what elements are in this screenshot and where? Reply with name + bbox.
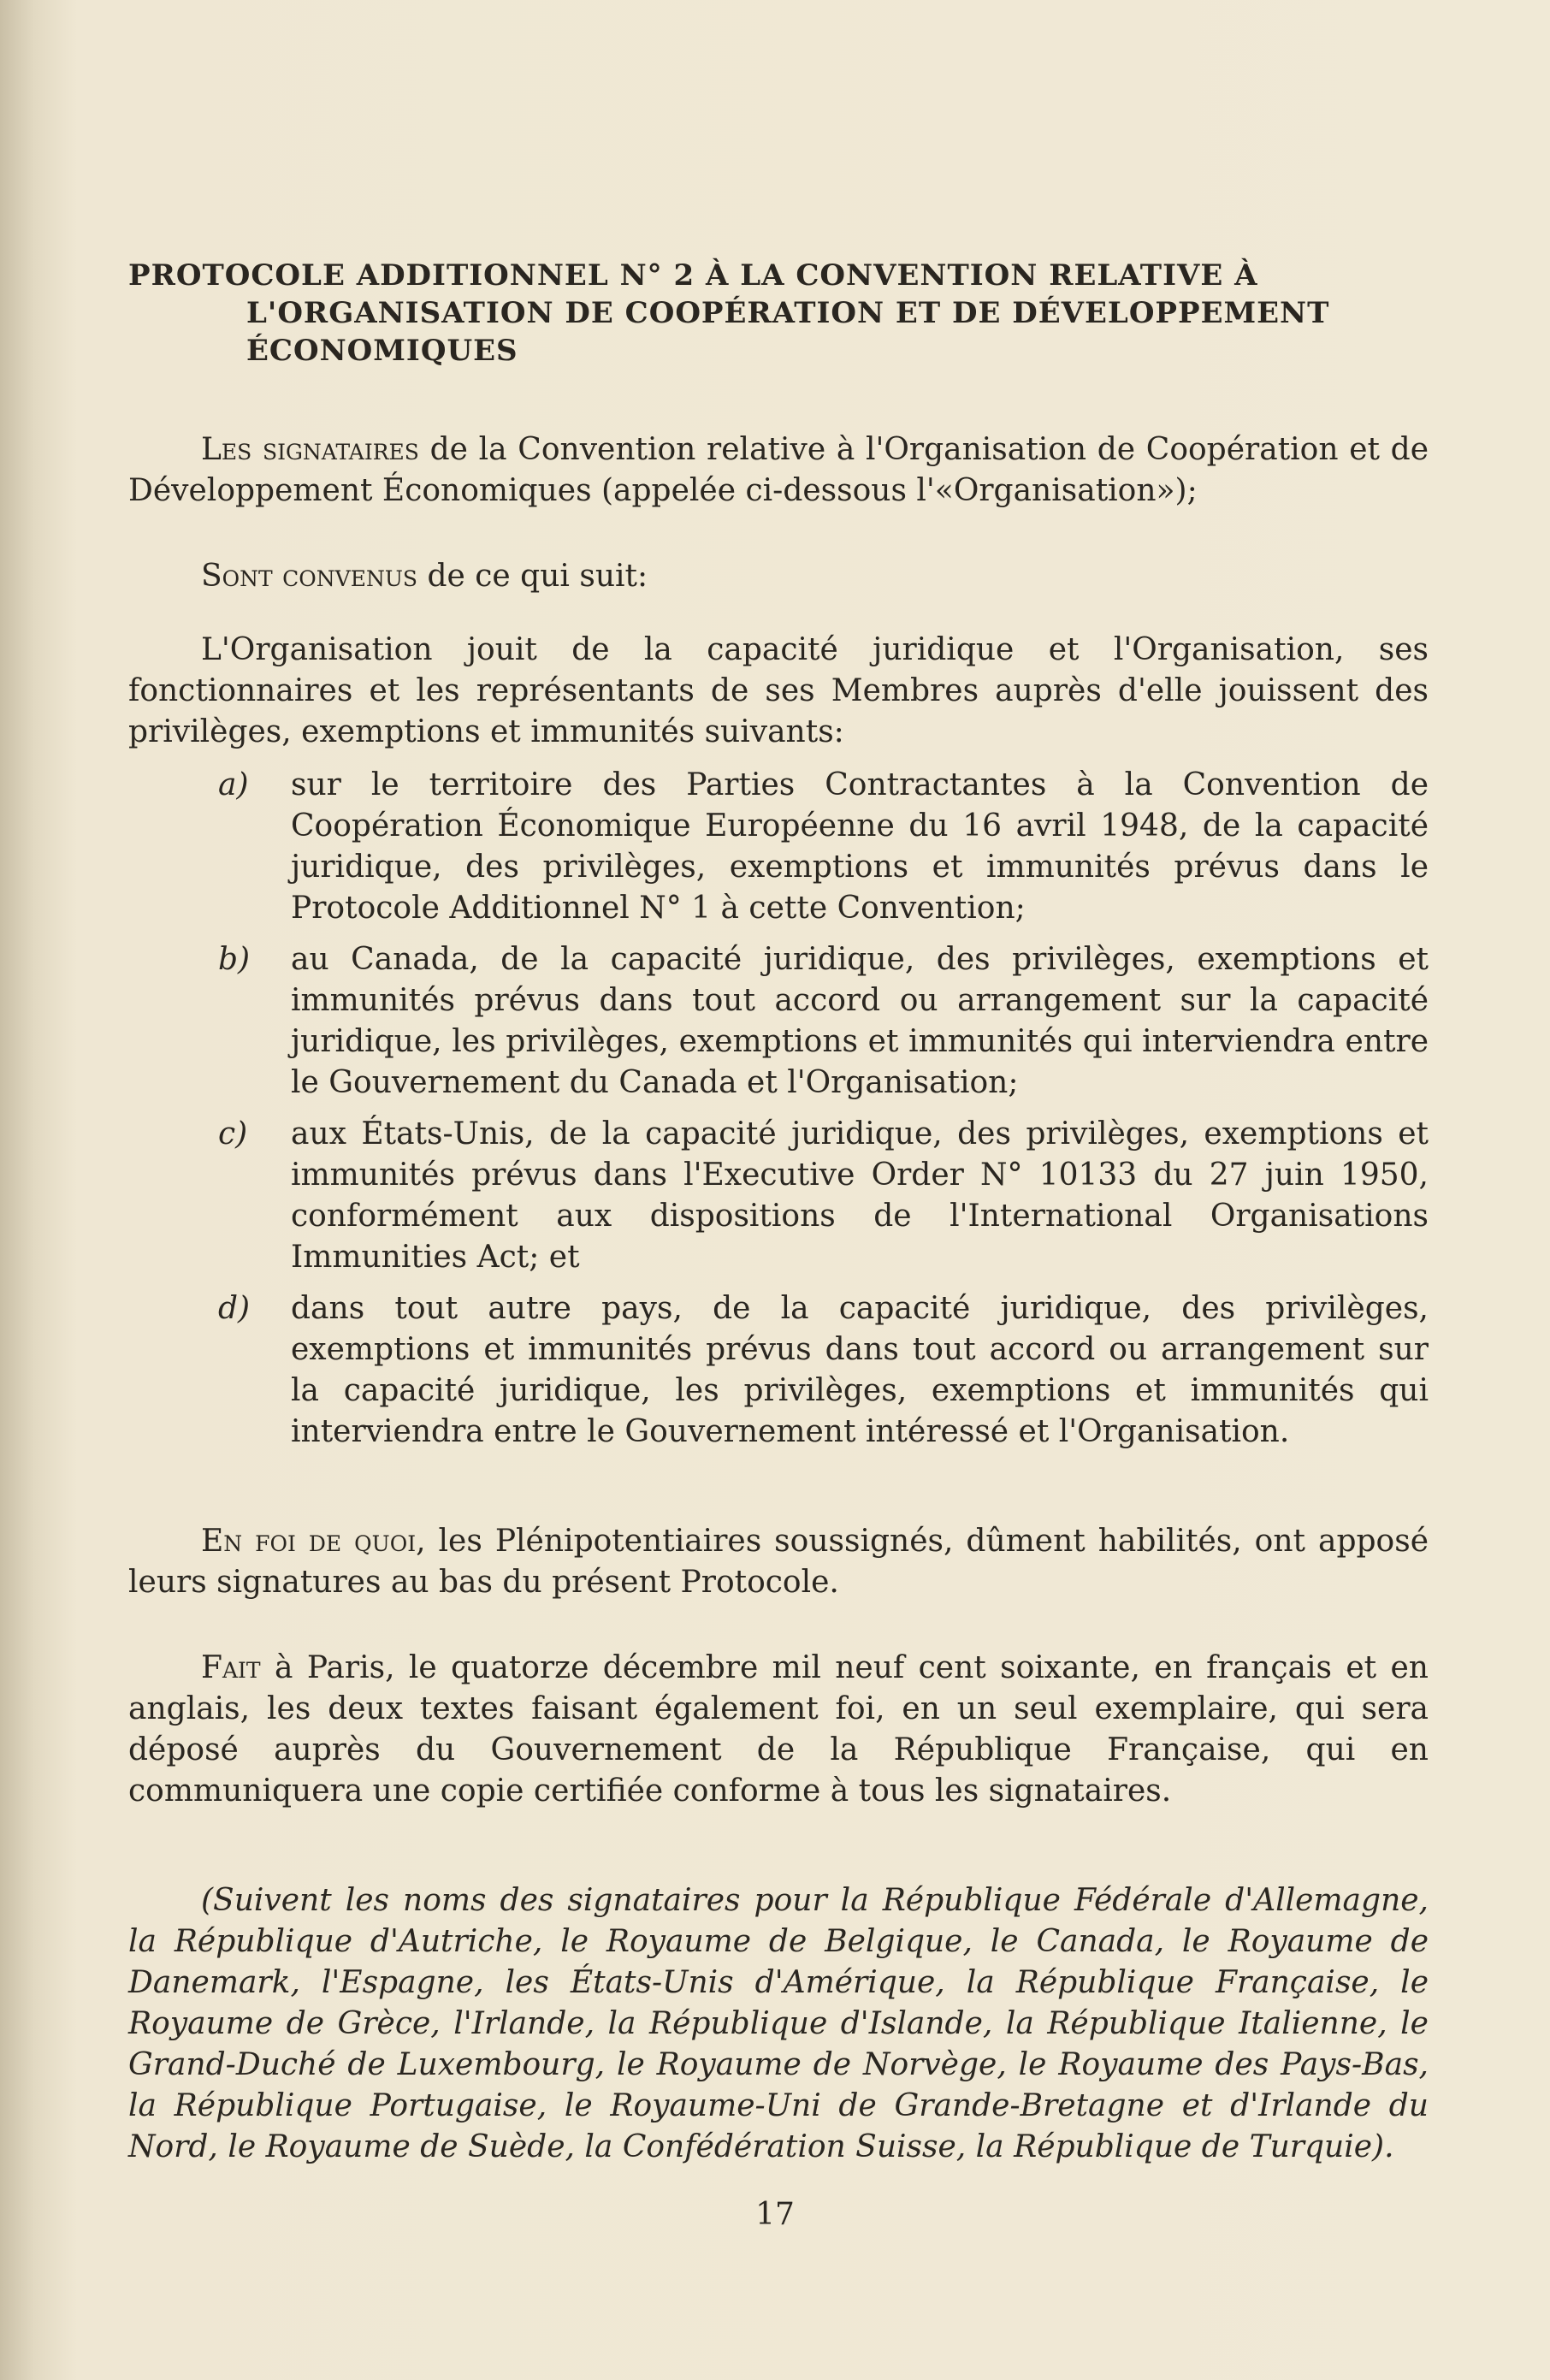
- item-label: d): [218, 1291, 251, 1326]
- protocol-title: PROTOCOLE ADDITIONNEL N° 2 À LA CONVENTION RELATIVE À L'ORGANISATION DE COOPÉRATION ET DE DÉVELOPPEMENT ÉCONOMIQUES: [128, 258, 1330, 368]
- paragraph-signataires: [128, 429, 1429, 512]
- page-number: 17: [755, 2197, 795, 2232]
- item-text: aux États-Unis, de la capacité juridique, des privilèges, exemptions et immunités prévus dans l'Executive Order N° 10133 du 27 juin 1950, conformément aux dispositions de l'International Organisations Immunities Act; et: [291, 1116, 1429, 1275]
- document-body: [128, 257, 1429, 2168]
- list-item: [128, 765, 1429, 929]
- text-convenus: de ce qui suit:: [417, 559, 648, 594]
- item-text: au Canada, de la capacité juridique, des privilèges, exemptions et immunités prévus dans tout accord ou arrangement sur la capacité juridique, les privilèges, exemptions et immunités qui interviendra entre le Gouvernement du Canada et l'Organisation;: [291, 942, 1429, 1100]
- paragraph-en-foi: [128, 1521, 1429, 1603]
- lead-fait: Fait: [201, 1650, 261, 1685]
- item-label: b): [218, 942, 251, 977]
- paragraph-organisation: L'Organisation jouit de la capacité juridique et l'Organisation, ses fonctionnaires et les représentants de ses Membres auprès d'elle jouissent des privilèges, exemptions et immunités suivants:: [128, 632, 1429, 749]
- lead-signataires: Les signataires: [201, 432, 419, 467]
- lead-convenus: Sont convenus: [201, 559, 418, 594]
- text-fait: à Paris, le quatorze décembre mil neuf cent soixante, en français et en anglais, les deux textes faisant également foi, en un seul exemplaire, qui sera déposé auprès du Gouvernement de la République Française, qui en communiquera une copie certifiée conforme à tous les signataires.: [128, 1650, 1429, 1809]
- item-label: c): [218, 1116, 248, 1152]
- lead-en-foi: En foi de quoi: [201, 1524, 417, 1559]
- item-label: a): [218, 767, 249, 802]
- text-signataires: de la Convention relative à l'Organisation de Coopération et de Développement Économiques (appelée ci-dessous l'«Organisation»);: [128, 432, 1429, 508]
- signatories-note: (Suivent les noms des signataires pour la République Fédérale d'Allemagne, la République d'Autriche, le Royaume de Belgique, le Canada, le Royaume de Danemark, l'Espagne, les États-Unis d'Amérique, la République Française, le Royaume de Grèce, l'Irlande, la République d'Islande, la République Italienne, le Grand-Duché de Luxembourg, le Royaume de Norvège, le Royaume des Pays-Bas, la République Portugaise, le Royaume-Uni de Grande-Bretagne et d'Irlande du Nord, le Royaume de Suède, la Confédération Suisse, la République de Turquie).: [128, 1883, 1429, 2164]
- list-item: [128, 1114, 1429, 1278]
- paragraph-fait: [128, 1648, 1429, 1812]
- paragraph-convenus: [128, 556, 1429, 597]
- item-text: sur le territoire des Parties Contractantes à la Convention de Coopération Économique Européenne du 16 avril 1948, de la capacité juridique, des privilèges, exemptions et immunités prévus dans le Protocole Additionnel N° 1 à cette Convention;: [291, 767, 1429, 926]
- privileges-list: [128, 765, 1429, 1453]
- list-item: [128, 939, 1429, 1104]
- list-item: [128, 1288, 1429, 1453]
- item-text: dans tout autre pays, de la capacité juridique, des privilèges, exemptions et immunités prévus dans tout accord ou arrangement sur la capacité juridique, les privilèges, exemptions et immunités qui interviendra entre le Gouvernement intéressé et l'Organisation.: [291, 1291, 1429, 1449]
- text-en-foi: , les Plénipotentiaires soussignés, dûment habilités, ont apposé leurs signatures au bas du présent Protocole.: [128, 1524, 1429, 1600]
